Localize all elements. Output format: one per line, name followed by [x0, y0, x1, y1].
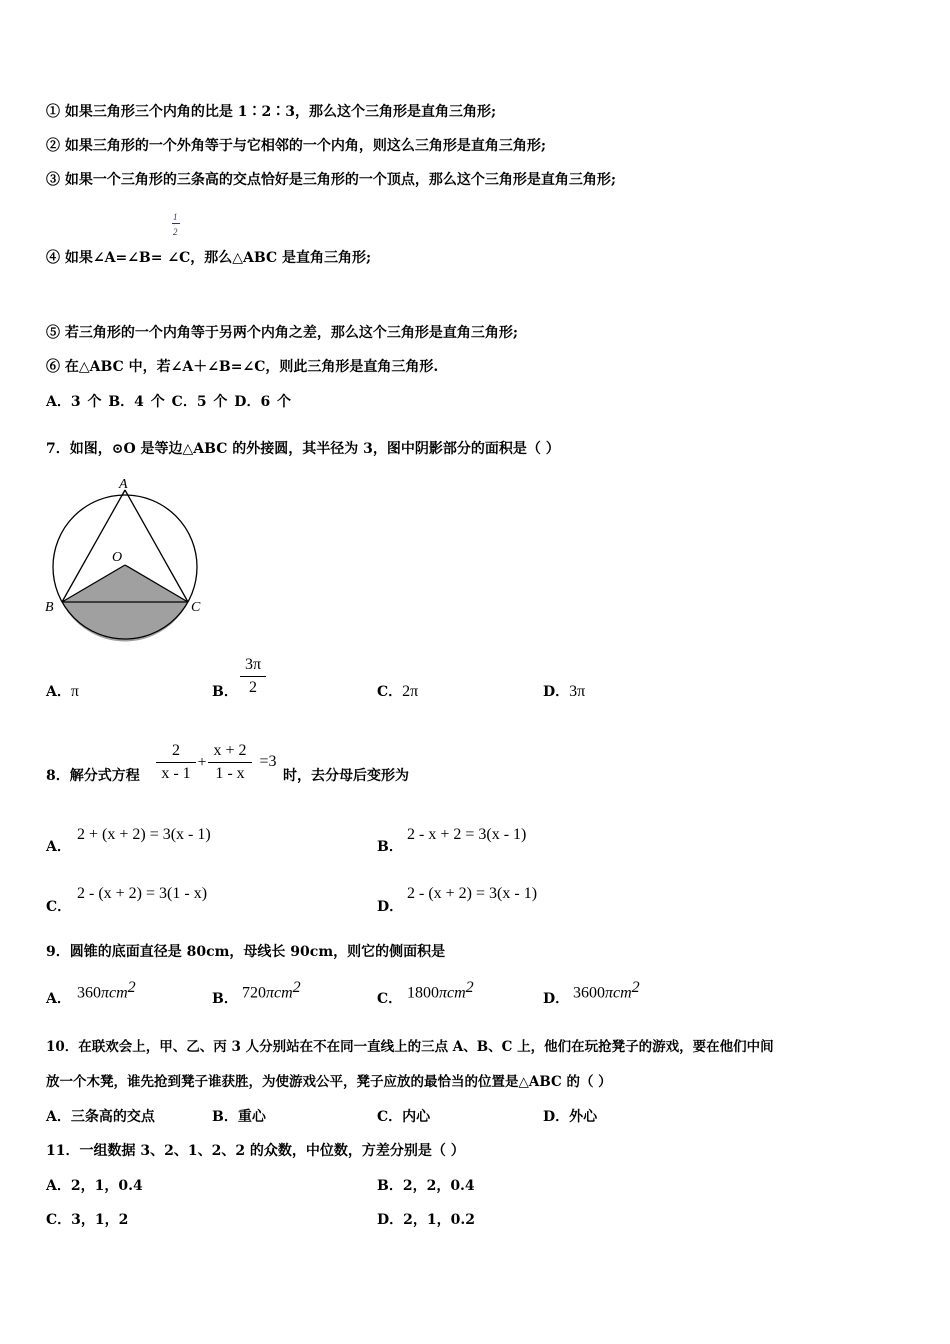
q6-options: A．3 个 B．4 个 C．5 个 D．6 个	[46, 394, 292, 410]
q10-option-a: A．三条高的交点	[46, 1109, 155, 1125]
q10-line-1: 10．在联欢会上，甲、乙、丙 3 人分别站在不在同一直线上的三点 A、B、C 上，他们在玩抢凳子的游戏，要在他们中间	[46, 1039, 774, 1055]
q11-option-c: C．3，1，2	[46, 1212, 129, 1228]
q10-line-2: 放一个木凳，谁先抢到凳子谁获胜，为使游戏公平，凳子应放的最恰当的位置是△ABC 的（ ）	[46, 1074, 612, 1090]
label-o: O	[112, 550, 123, 565]
q8-fraction-2: x + 2 1 - x	[208, 742, 252, 783]
q10-option-d: D．外心	[543, 1109, 598, 1125]
statement-2: ② 如果三角形的一个外角等于与它相邻的一个内角，则这么三角形是直角三角形;	[46, 138, 547, 154]
q9-stem: 9．圆锥的底面直径是 80cm，母线长 90cm，则它的侧面积是	[46, 944, 446, 960]
q9-option-d-letter: D．	[543, 991, 570, 1007]
label-a: A	[119, 477, 128, 492]
q11-option-b: B．2，2，0.4	[377, 1178, 475, 1194]
q11-option-d: D．2，1，0.2	[377, 1212, 475, 1228]
q10-option-c: C．内心	[377, 1109, 431, 1125]
half-fraction-bar	[172, 223, 180, 224]
q8-stem-suffix: 时，去分母后变形为	[283, 768, 409, 784]
q7-option-d: D．3π	[543, 683, 586, 700]
q9-option-a-math: 360πcm$^2$	[77, 979, 136, 1002]
label-c: C	[191, 600, 201, 615]
q8-plus: +	[197, 754, 207, 771]
q9-option-b-letter: B．	[212, 991, 238, 1007]
q7-option-b-letter: B．	[212, 684, 238, 700]
shaded-region	[62, 565, 188, 641]
circle-triangle-figure	[40, 472, 210, 644]
statement-5: ⑤ 若三角形的一个内角等于另两个内角之差，那么这个三角形是直角三角形;	[46, 325, 519, 341]
q9-option-c-letter: C．	[377, 991, 403, 1007]
q9-option-c-math: 1800πcm$^2$	[407, 979, 474, 1002]
half-fraction-numerator: 1	[173, 212, 178, 222]
q8-option-d-math: 2 - (x + 2) = 3(x - 1)	[407, 885, 538, 902]
statement-1: ① 如果三角形三个内角的比是 1∶2∶3，那么这个三角形是直角三角形;	[46, 104, 497, 120]
q8-stem-prefix: 8．解分式方程	[46, 768, 140, 784]
q7-option-b-fraction: 3π 2	[240, 656, 266, 697]
label-b: B	[45, 600, 54, 615]
q9-option-b-math: 720πcm$^2$	[242, 979, 301, 1002]
q8-option-c-math: 2 - (x + 2) = 3(1 - x)	[77, 885, 208, 902]
q8-option-b-letter: B．	[377, 839, 403, 855]
q7-option-c: C．2π	[377, 683, 419, 700]
q7-stem: 7．如图，⊙O 是等边△ABC 的外接圆，其半径为 3，图中阴影部分的面积是（ ）	[46, 441, 560, 457]
q7-option-a: A．π	[46, 683, 79, 700]
q11-option-a: A．2，1，0.4	[46, 1178, 143, 1194]
q8-option-b-math: 2 - x + 2 = 3(x - 1)	[407, 826, 527, 843]
statement-4: ④ 如果∠A=∠B= ∠C，那么△ABC 是直角三角形;	[46, 250, 372, 266]
q8-option-a-math: 2 + (x + 2) = 3(x - 1)	[77, 826, 211, 843]
q8-option-d-letter: D．	[377, 899, 404, 915]
q8-equals: =3	[259, 753, 277, 770]
q11-stem: 11．一组数据 3、2、1、2、2 的众数，中位数，方差分别是（ ）	[46, 1143, 465, 1159]
q9-option-a-letter: A．	[46, 991, 71, 1007]
q8-option-c-letter: C．	[46, 899, 72, 915]
q9-option-d-math: 3600πcm$^2$	[573, 979, 640, 1002]
q8-option-a-letter: A．	[46, 839, 71, 855]
half-fraction-denominator: 2	[173, 227, 178, 237]
statement-6: ⑥ 在△ABC 中，若∠A＋∠B=∠C，则此三角形是直角三角形.	[46, 359, 439, 375]
q8-fraction-1: 2 x - 1	[156, 742, 196, 783]
q10-option-b: B．重心	[212, 1109, 266, 1125]
statement-3: ③ 如果一个三角形的三条高的交点恰好是三角形的一个顶点，那么这个三角形是直角三角形;	[46, 172, 617, 188]
